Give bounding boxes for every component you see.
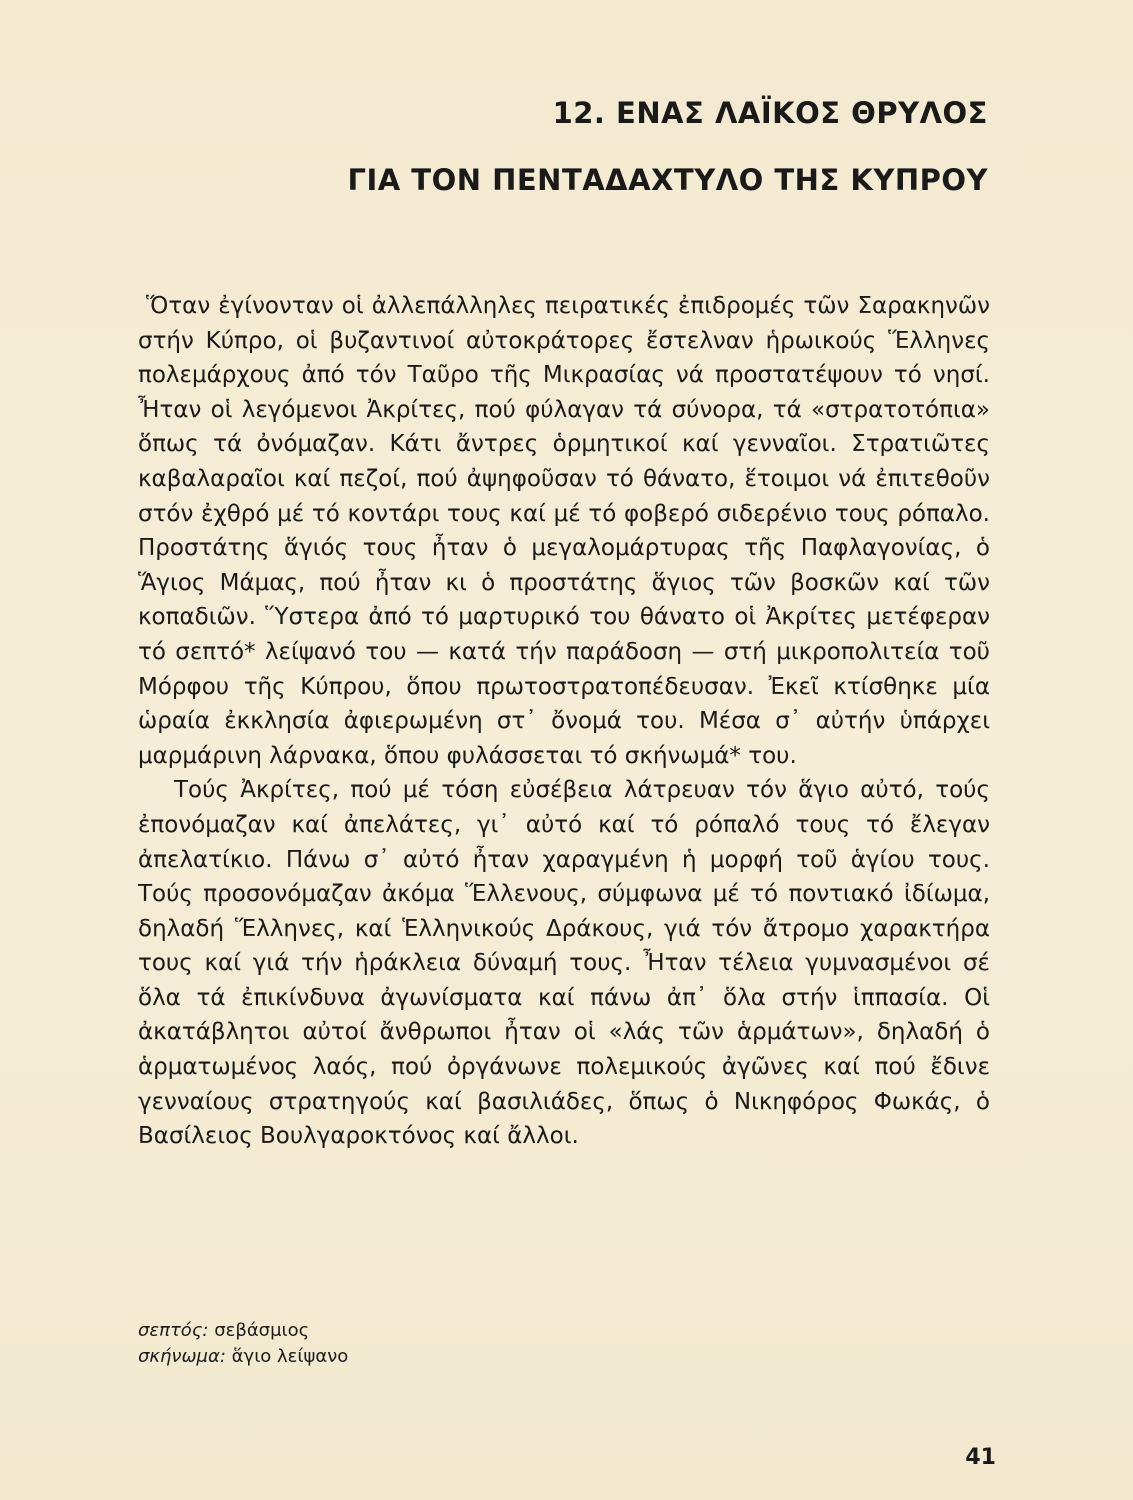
paragraph-2: Τούς Ἀκρίτες, πού μέ τόση εὐσέβεια λάτρευαν τόν ἅγιο αὐτό, τούς ἐπονόμαζαν καί ἀπελάτες, γι᾿ αὐτό καί τό ρόπαλό τους τό ἔλεγαν ἀπελατίκιο. Πάνω σ᾿ αὐτό ἦταν χαραγμένη ἡ μορφή τοῦ ἁγίου τους. Τούς προσονόμαζαν ἀκόμα Ἕλλενους, σύμφωνα μέ τό ποντιακό ἰδίωμα, δηλαδή Ἕλληνες, καί Ἑλληνικούς Δράκους, γιά τόν ἄτρομο χαρακτήρα τους καί γιά τήν ἡράκλεια δύναμή τους. Ἦταν τέλεια γυμνασμένοι σέ ὅλα τά ἐπικίνδυνα ἀγωνίσματα καί πάνω ἀπ᾿ ὅλα στήν ἱππασία. Οἱ ἀκατάβλητοι αὐτοί ἄνθρωποι ἦταν οἱ «λάς τῶν ἁρμάτων», δηλαδή ὁ ἁρματωμένος λαός, πού ὀργάνωνε πολεμικούς ἀγῶνες καί πού ἔδινε γενναίους στρατηγούς καί βασιλιάδες, ὅπως ὁ Νικηφόρος Φωκάς, ὁ Βασίλειος Βουλγαροκτόνος καί ἄλλοι.: [138, 777, 990, 1150]
glossary-definition: ἅγιο λείψανο: [231, 1346, 349, 1367]
glossary-definition: σεβάσμιος: [214, 1320, 310, 1341]
paragraph-1: Ὅταν ἐγίνονταν οἱ ἀλλεπάλληλες πειρατικές ἐπιδρομές τῶν Σαρακηνῶν στήν Κύπρο, οἱ βυζαντινοί αὐτοκράτορες ἔστελναν ἡρωικούς Ἕλληνες πολεμάρχους ἀπό τόν Ταῦρο τῆς Μικρασίας νά προστατέψουν τό νησί. Ἦταν οἱ λεγόμενοι Ἀκρίτες, πού φύλαγαν τά σύνορα, τά «στρατοτόπια» ὅπως τά ὀνόμαζαν. Κάτι ἄντρες ὁρμητικοί καί γενναῖοι. Στρατιῶτες καβαλαραῖοι καί πεζοί, πού ἀψηφοῦσαν τό θάνατο, ἕτοιμοι νά ἐπιτεθοῦν στόν ἐχθρό μέ τό κοντάρι τους καί μέ τό φοβερό σιδερένιο τους ρόπαλο. Προστάτης ἅγιός τους ἦταν ὁ μεγαλομάρτυρας τῆς Παφλαγονίας, ὁ Ἅγιος Μάμας, πού ἦταν κι ὁ προστάτης ἅγιος τῶν βοσκῶν καί τῶν κοπαδιῶν. Ὕστερα ἀπό τό μαρτυρικό του θάνατο οἱ Ἀκρίτες μετέφεραν τό σεπτό* λείψανό του — κατά τήν παράδοση — στή μικροπολιτεία τοῦ Μόρφου τῆς Κύπρου, ὅπου πρωτοστρατοπέδευσαν. Ἐκεῖ κτίσθηκε μία ὡραία ἐκκλησία ἀφιερωμένη στ᾿ ὄνομά του. Μέσα σ᾿ αὐτήν ὑπάρχει μαρμάρινη λάρνακα, ὅπου φυλάσσεται τό σκήνωμά* του.: [138, 293, 990, 769]
glossary-entry: [138, 1318, 348, 1344]
chapter-title-line-1: 12. ΕΝΑΣ ΛΑΪΚΟΣ ΘΡΥΛΟΣ: [552, 96, 988, 130]
chapter-title-line-2: ΓΙΑ ΤΟΝ ΠΕΝΤΑΔΑΧΤΥΛΟ ΤΗΣ ΚΥΠΡΟΥ: [347, 163, 988, 197]
glossary-entry: [138, 1344, 348, 1370]
body-text: [138, 289, 990, 1154]
glossary-term: σεπτός:: [138, 1320, 209, 1341]
chapter-title: [347, 95, 988, 198]
glossary-term: σκήνωμα:: [138, 1346, 226, 1367]
page-number: 41: [965, 1445, 996, 1470]
glossary: [138, 1318, 348, 1370]
